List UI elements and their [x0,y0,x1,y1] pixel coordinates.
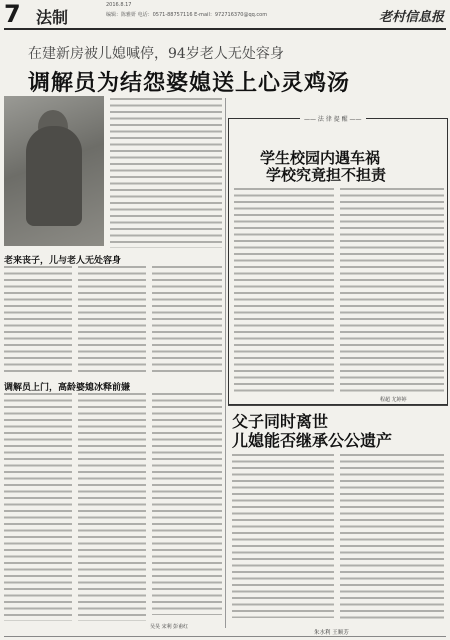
page-number: 7 [4,0,21,28]
lead-column-5 [78,393,146,621]
header-contact: 编辑：陈雅妍 电话：0571-88757116 E-mail：972716370@qq.com [106,12,268,18]
side-story-2-title-line2: 儿媳能否继承公公遗产 [232,431,393,450]
footer-rule [4,636,446,637]
header-rule [4,28,446,30]
story-separator [228,405,448,406]
side-story-2-byline: 朱水利 王顺芳 [314,630,349,636]
side-story-1-col-1 [234,188,334,393]
masthead: 老村信息报 [378,10,444,25]
subhead-2: 调解员上门，高龄婆媳冰释前嫌 [4,383,131,393]
page-header [0,0,450,30]
lead-column-3 [152,266,222,376]
lead-column-1 [4,266,72,376]
lead-intro-text [110,98,222,248]
side-story-2-col-2 [340,454,444,620]
legal-tip-label: —— 法 律 提 醒 —— [300,114,366,123]
photo-figure-body [26,126,82,226]
side-story-1-byline: 程超 尤婷婷 [380,397,407,403]
side-story-1-title-line1: 学生校园内遇车祸 [260,149,381,167]
lead-title: 调解员为结怨婆媳送上心灵鸡汤 [28,71,351,96]
subhead-1: 老来丧子，儿与老人无处容身 [4,256,122,266]
lead-photo [4,96,104,246]
side-story-1-col-2 [340,188,444,393]
lead-subtitle: 在建新房被儿媳喊停，94岁老人无处容身 [28,46,284,62]
section-label: 法制 [36,8,69,27]
side-story-1-title [260,150,386,184]
side-story-2-col-1 [232,454,334,618]
lead-column-6 [152,393,222,615]
side-story-1-title-line2: 学校究竟担不担责 [266,166,387,184]
lead-column-4 [4,393,72,621]
side-story-2-title [232,412,392,450]
lead-column-2 [78,266,146,376]
side-story-2-title-line1: 父子同时离世 [232,412,329,431]
lead-byline: 吴昊 宋利 彭甫红 [150,624,189,630]
column-divider [225,98,226,628]
header-date: 2016.8.17 [106,2,132,8]
